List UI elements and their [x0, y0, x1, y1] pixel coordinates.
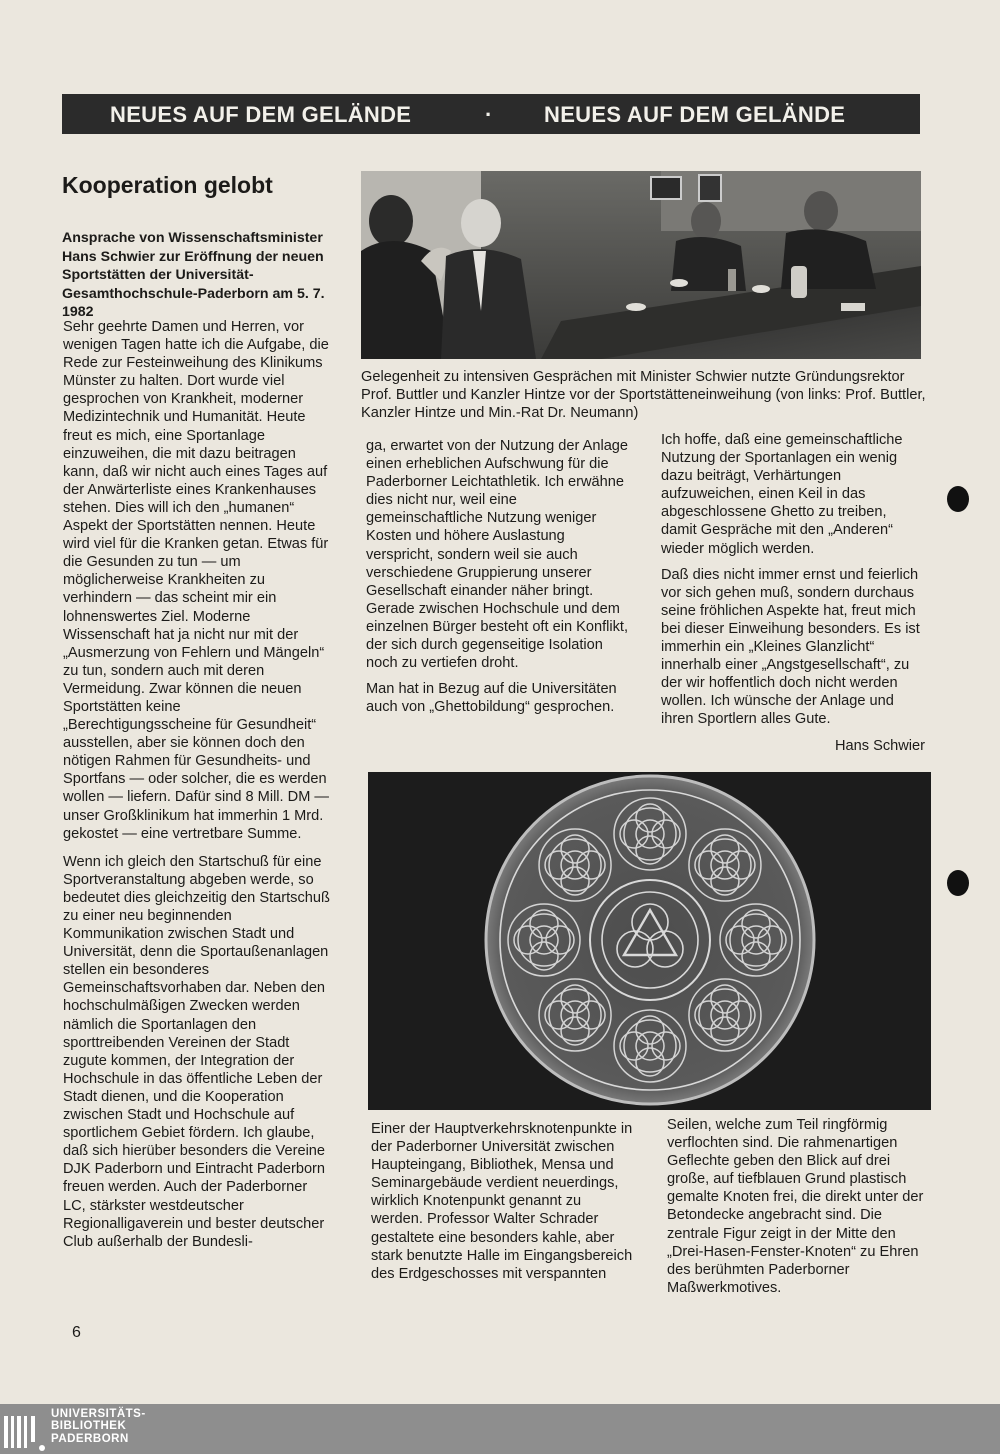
- paragraph: Sehr geehrte Damen und Herren, vor wenigen Tagen hatte ich die Aufgabe, die Rede zur Festeinweihung des Klinikums Münster zu halten. Dort wurde viel gesprochen von Krankheit, moderner Medizintechnik und Humanität. Heute freut es mich, eine Sportanlage einzuweihen, die mit dazu beitragen kann, daß wir nicht auch eines Tages auf der Anwärterliste eines Krankenhauses stehen. Dies will ich den „humanen“ Aspekt der Sportstätten nennen. Heute wird viel für die Kranken getan. Etwas für die Gesunden zu tun — um möglicherweise Krankheiten zu verhindern — das scheint mir ein lohnenswertes Ziel. Moderne Wissenschaft hat ja nicht nur mit der „Ausmerzung von Fehlern und Mängeln“ zu tun, sondern auch mit deren Vermeidung. Zwar können die neuen Sportstätten keine „Berechtigungsscheine für Gesundheit“ ausstellen, aber sie können doch den nötigen Rahmen für Gesundheits- und Sportfans — oder solcher, die es werden wollen — liefern. Dafür sind 8 Mill. DM — unser Großklinikum hat immerhin 1 Mrd. gekostet — eine vertretbare Summe.: [63, 319, 330, 842]
- knot-window-photo: [368, 772, 931, 1110]
- banner-title-right: NEUES AUF DEM GELÄNDE: [544, 102, 846, 127]
- paragraph: Man hat in Bezug auf die Universitäten auch von „Ghettobildung“ gesprochen.: [366, 681, 617, 716]
- library-name: UNIVERSITÄTS- BIBLIOTHEK PADERBORN: [51, 1408, 146, 1445]
- article-column-3: [661, 431, 925, 755]
- binder-hole: [947, 870, 969, 896]
- article-lead: Ansprache von Wissenschaftsminister Hans Schwier zur Eröffnung der neuen Sportstätten der Universität-Gesamthochschule-Paderborn am 5. 7. 1982: [62, 230, 325, 320]
- paragraph: Wenn ich gleich den Startschuß für eine Sportveranstaltung abgeben werde, so bedeutet dies gleichzeitig den Startschuß zu einer neu beginnenden Kommunikation zwischen Stadt und Universität, denn die Sportaußenanlagen stellen ein besonderes Gemeinschaftsvorhaben dar. Neben den hochschulmäßigen Zwecken werden nämlich die Sportanlagen den sporttreibenden Vereinen der Stadt zugute kommen, der Integration der Hochschule in das öffentliche Leben der Stadt dienen, und die Kooperation zwischen Stadt und Hochschule auf sportlichem Gebiet fördern. Ich glaube, daß sich hierüber besonders die Vereine DJK Paderborn und Eintracht Paderborn freuen werden. Auch der Paderborner LC, stärkster westdeutscher Regionalligaverein und bester deutscher Club außerhalb der Bundesli-: [63, 853, 330, 1250]
- binder-hole: [947, 486, 969, 512]
- article-headline: Kooperation gelobt: [62, 172, 273, 198]
- window-caption-column-1: Einer der Hauptverkehrsknotenpunkte in der Paderborner Universität zwischen Haupteingang, Bibliothek, Mensa und Seminargebäude verdient neuerdings, wirklich Knotenpunkt genannt zu werden. Professor Walter Schrader gestaltete eine besonders kahle, aber stark benutzte Halle im Eingangsbereich des Erdgeschosses mit verspannten: [371, 1121, 633, 1282]
- author-signature: Hans Schwier: [834, 737, 925, 754]
- library-logo-icon: [4, 1412, 46, 1452]
- banner-separator: ·: [485, 102, 493, 127]
- window-caption-column-2: Seilen, welche zum Teil ringförmig verflochten sind. Die rahmenartigen Geflechte geben den Blick auf drei große, auf tiefblauen Grund plastisch gemalte Knoten frei, die direkt unter der Betondecke angebracht sind. Die zentrale Figur zeigt in der Mitte den „Drei-Hasen-Fenster-Knoten“ zu Ehren des berühmten Paderborner Maßwerkmotives.: [667, 1117, 924, 1296]
- paragraph: Ich hoffe, daß eine gemeinschaftliche Nutzung der Sportanlagen ein wenig dazu beiträgt, Verhärtungen aufzuweichen, einen Keil in das abgeschlossene Ghetto zu treiben, damit Gespräche mit den „Anderen“ wieder möglich werden.: [661, 432, 903, 557]
- article-column-2: [366, 437, 632, 716]
- page-number: 6: [72, 1324, 81, 1341]
- library-footer: [0, 1404, 1000, 1454]
- article-column-1: [63, 318, 333, 1251]
- paragraph: Daß dies nicht immer ernst und feierlich vor sich gehen muß, sondern durchaus seine fröhlichen Aspekte hat, freut mich bei dieser Einweihung besonders. Es ist immerhin ein „Kleines Glanzlicht“ innerhalb einer „Angstgesellschaft“, zu der wir hoffentlich doch nicht werden wollen. Ich wünsche der Anlage und ihren Sportlern alles Gute.: [661, 566, 920, 728]
- photo-caption: Gelegenheit zu intensiven Gesprächen mit Minister Schwier nutzte Gründungsrektor Prof. Buttler und Kanzler Hintze vor der Sportstätteneinweihung (von links: Prof. Buttler, Kanzler Hintze und Min.-Rat Dr. Neumann): [361, 369, 926, 422]
- banner-title-left: NEUES AUF DEM GELÄNDE: [110, 102, 412, 127]
- paragraph: ga, erwartet von der Nutzung der Anlage einen erheblichen Aufschwung für die Paderborner Leichtathletik. Ich erwähne dies nicht nur, weil eine gemeinschaftliche Nutzung weniger Kosten und höhere Auslastung verspricht, sondern weil sie auch verschiedene Gruppierung unserer Gesellschaft einander näher bringt. Gerade zwischen Hochschule und dem einzelnen Bürger besteht oft ein Konflikt, der sich durch gegenseitige Isolation noch zu vertiefen droht.: [366, 438, 629, 672]
- meeting-photo: [361, 171, 921, 359]
- section-banner: [62, 94, 920, 134]
